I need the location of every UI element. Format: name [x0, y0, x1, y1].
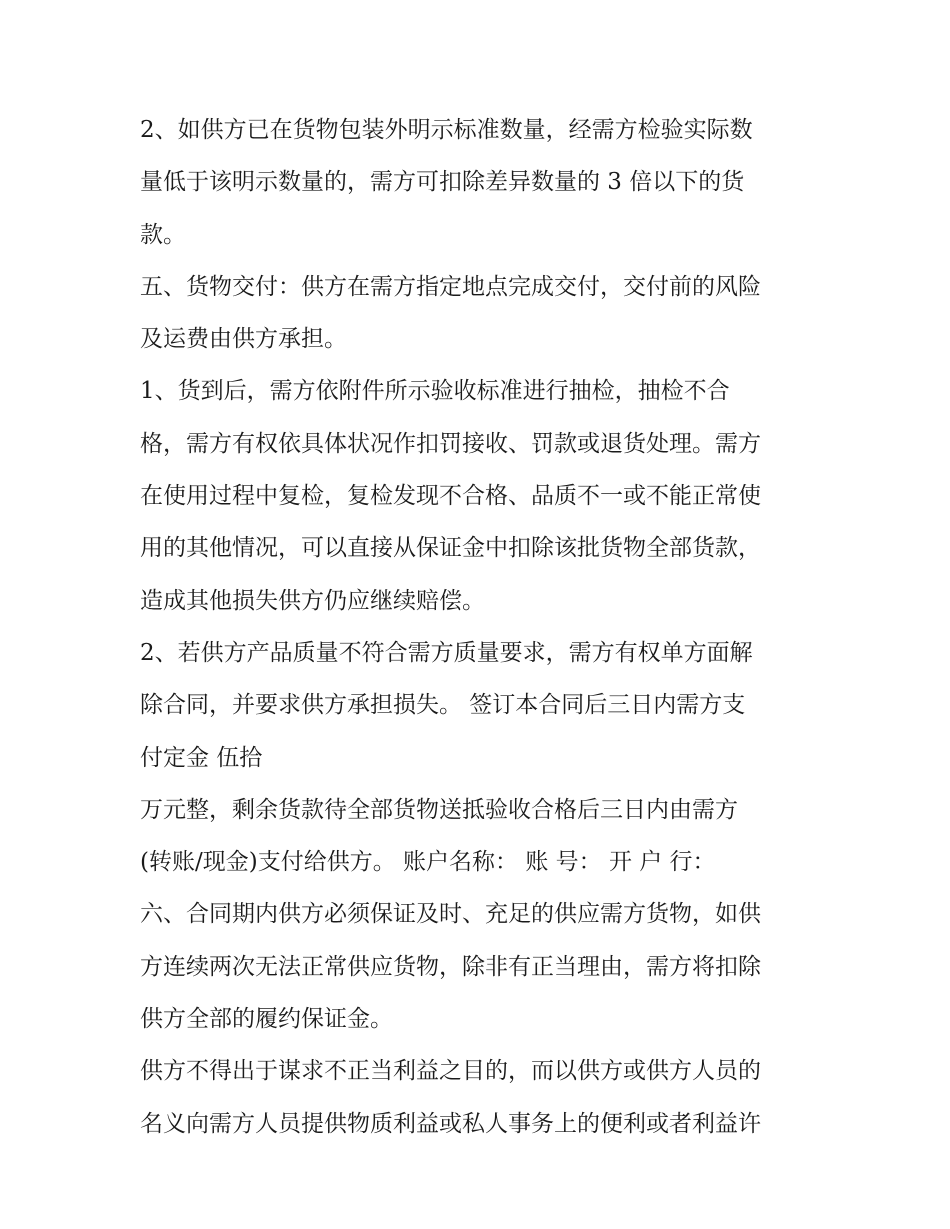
text-line-9: 用的其他情况，可以直接从保证金中扣除该批货物全部货款， [140, 535, 761, 562]
text-line-15: (转账/现金)支付给供方。 账户名称： 账 号： 开 户 行： [140, 849, 716, 876]
text-line-20: 名义向需方人员提供物质利益或私人事务上的便利或者利益许 [140, 1110, 761, 1137]
text-line-11: 2、若供方产品质量不符合需方质量要求，需方有权单方面解 [140, 639, 753, 666]
text-line-14: 万元整，剩余货款待全部货物送抵验收合格后三日内由需方 [140, 796, 738, 823]
text-line-3: 款。 [140, 221, 186, 248]
text-line-5: 及运费由供方承担。 [140, 326, 347, 353]
text-line-10: 造成其他损失供方仍应继续赔偿。 [140, 587, 485, 614]
text-line-2: 量低于该明示数量的，需方可扣除差异数量的 3 倍以下的货 [140, 169, 745, 196]
text-line-16: 六、合同期内供方必须保证及时、充足的供应需方货物，如供 [140, 901, 761, 928]
text-line-18: 供方全部的履约保证金。 [140, 1006, 393, 1033]
contract-text [140, 104, 820, 1150]
text-line-8: 在使用过程中复检，复检发现不合格、品质不一或不能正常使 [140, 483, 761, 510]
text-line-13: 付定金 伍拾 [140, 744, 263, 771]
text-line-19: 供方不得出于谋求不正当利益之目的，而以供方或供方人员的 [140, 1058, 761, 1085]
text-line-4: 五、货物交付：供方在需方指定地点完成交付，交付前的风险 [140, 273, 761, 300]
text-line-7: 格，需方有权依具体状况作扣罚接收、罚款或退货处理。需方 [140, 430, 761, 457]
text-line-1: 2、如供方已在货物包装外明示标准数量，经需方检验实际数 [140, 117, 753, 143]
text-line-6: 1、货到后，需方依附件所示验收标准进行抽检，抽检不合 [140, 378, 730, 405]
text-line-12: 除合同，并要求供方承担损失。 签订本合同后三日内需方支 [140, 692, 746, 719]
text-line-17: 方连续两次无法正常供应货物，除非有正当理由，需方将扣除 [140, 953, 761, 980]
